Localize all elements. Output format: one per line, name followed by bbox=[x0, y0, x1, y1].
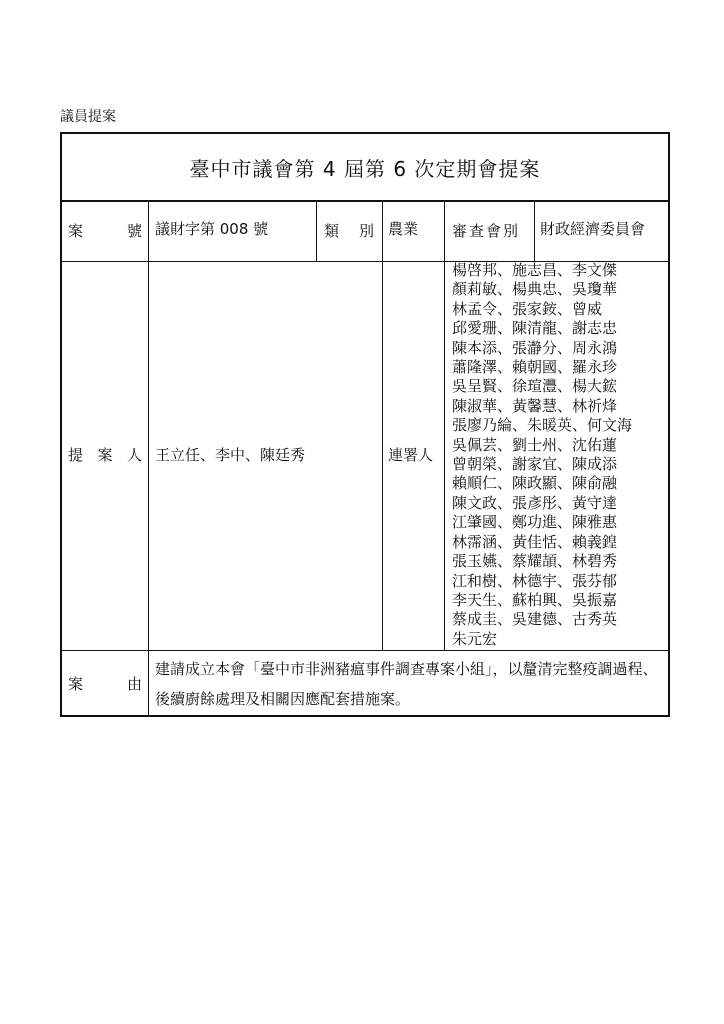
row2-bottom-rule bbox=[62, 650, 668, 651]
list-item: 吳呈賢、徐瑄灃、楊大鋐 bbox=[452, 377, 618, 396]
review-label-right-rule bbox=[534, 201, 535, 261]
label-column-rule bbox=[148, 201, 149, 715]
list-item: 蔡成圭、吳建德、古秀英 bbox=[452, 610, 618, 629]
proposer-label: 提 案 人 bbox=[68, 446, 142, 464]
list-item: 李天生、蘇柏興、吳振嘉 bbox=[452, 590, 618, 609]
reason-value: 建請成立本會「臺中市非洲豬瘟事件調查專案小組」，以釐清完整疫調過程、後續廚餘處理及相關因應配套措施案。 bbox=[155, 660, 658, 708]
list-item: 陳淑華、黃馨慧、林祈烽 bbox=[452, 396, 618, 415]
category-value: 農業 bbox=[388, 220, 419, 238]
category-label-right-rule bbox=[382, 201, 383, 650]
category-label-left-rule bbox=[316, 201, 317, 261]
reason-label: 案 由 bbox=[68, 675, 142, 693]
proposal-table bbox=[60, 132, 670, 717]
list-item: 顏莉敏、楊典忠、吳瓊華 bbox=[452, 280, 618, 299]
proposal-title: 臺中市議會第 4 屆第 6 次定期會提案 bbox=[62, 134, 668, 202]
list-item: 蕭隆澤、賴朝國、羅永珍 bbox=[452, 358, 618, 377]
list-item: 林孟令、張家銨、曾威 bbox=[452, 299, 603, 318]
list-item: 張玉嬿、蔡耀頡、林碧秀 bbox=[452, 552, 618, 571]
list-item: 曾朝榮、謝家宜、陳成添 bbox=[452, 455, 618, 474]
case-number-value: 議財字第 008 號 bbox=[155, 220, 269, 238]
list-item: 江和樹、林德宇、張芬郁 bbox=[452, 571, 618, 590]
proposer-value: 王立任、李中、陳廷秀 bbox=[155, 446, 306, 464]
list-item: 江肇國、鄭功進、陳雅惠 bbox=[452, 513, 618, 532]
list-item: 林霈涵、黃佳恬、賴義鍠 bbox=[452, 532, 618, 551]
list-item: 陳文政、張彥彤、黃守達 bbox=[452, 493, 618, 512]
list-item: 邱愛珊、陳清龍、謝志忠 bbox=[452, 319, 618, 338]
cosigner-column-rule bbox=[444, 201, 445, 650]
review-committee-label: 審查會別 bbox=[452, 222, 521, 240]
review-committee-value: 財政經濟委員會 bbox=[540, 220, 646, 238]
cosigner-label: 連署人 bbox=[388, 446, 434, 464]
list-item: 賴順仁、陳政顯、陳俞融 bbox=[452, 474, 618, 493]
list-item: 張廖乃綸、朱暖英、何文海 bbox=[452, 416, 633, 435]
category-label: 類 別 bbox=[324, 222, 374, 240]
document-type-label: 議員提案 bbox=[60, 109, 116, 125]
case-number-label: 案 號 bbox=[68, 222, 142, 240]
list-item: 吳佩芸、劉士州、沈佑蓮 bbox=[452, 435, 618, 454]
list-item: 陳本添、張瀞分、周永鴻 bbox=[452, 338, 618, 357]
list-item: 朱元宏 bbox=[452, 629, 498, 648]
list-item: 楊啓邦、施志昌、李文傑 bbox=[452, 261, 618, 279]
cosigner-list bbox=[452, 261, 666, 649]
